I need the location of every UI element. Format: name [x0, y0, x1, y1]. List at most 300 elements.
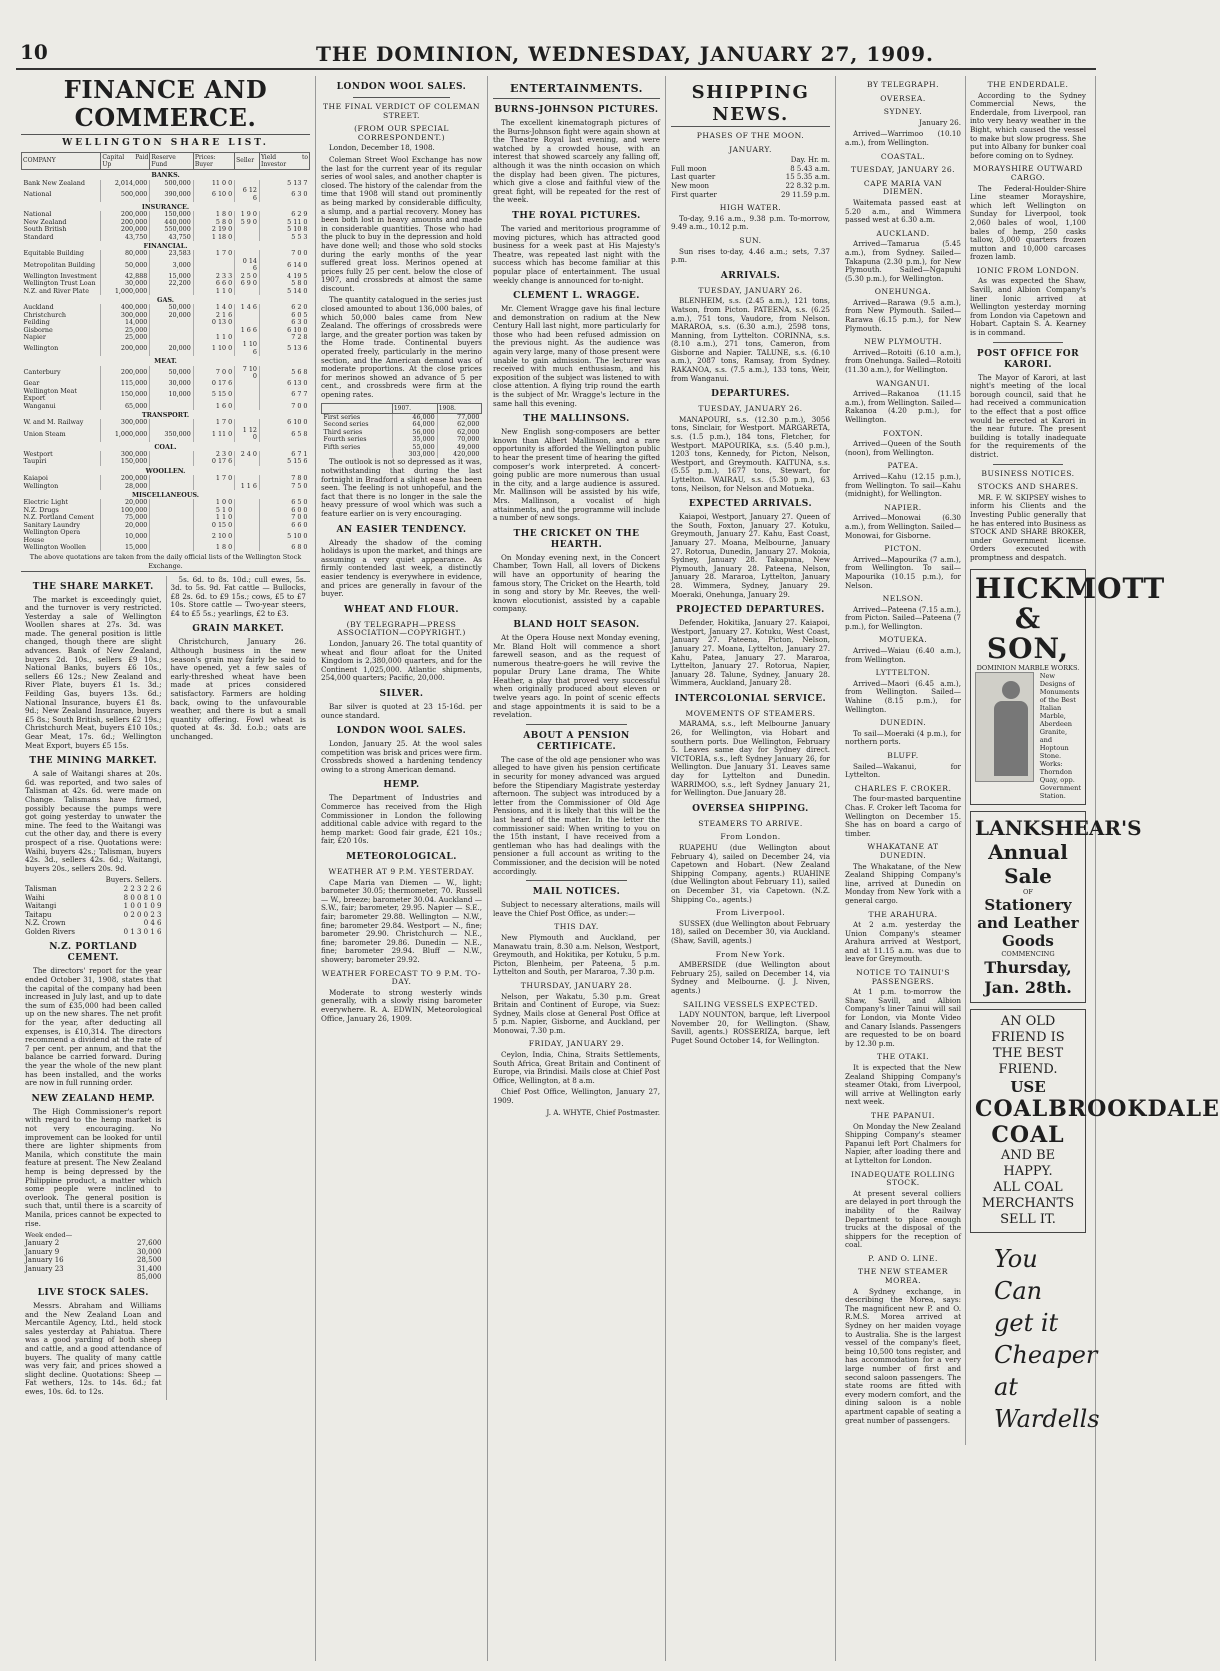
mail-notices-heading: MAIL NOTICES. [532, 887, 621, 898]
table-cell: 7 8 0 [259, 475, 309, 482]
table-cell: 7 0 0 [259, 403, 309, 410]
table-cell: 20,000 [150, 341, 193, 356]
share-table-header: Reserve Fund [150, 152, 193, 170]
table-cell [235, 544, 260, 551]
mining-prices: 2 2 3 2 2 6 [123, 884, 162, 893]
table-cell [150, 529, 193, 544]
table-cell: 5 1 0 [193, 507, 234, 514]
wool-dateline: London, December 18, 1908. [329, 143, 435, 153]
hickmott-subtitle: DOMINION MARBLE WORKS. [976, 663, 1080, 672]
arahura-text: At 2 a.m. yesterday the Union Company's steamer Arahura arrived at Westport, and at 11.15 a.m. was due to leave for Greymouth. [845, 920, 961, 964]
table-cell: 300,000 [101, 419, 150, 426]
wheat-text: London, January 26. The total quantity of wheat and flour afloat for the United Kingdom is 2,380,000 quarters, and for the Continent 1,025,000. Atlantic shipments, 254,000 quarters; Pacific, 20,000. [321, 638, 482, 683]
table-cell: 6 0 5 [259, 312, 309, 319]
table-cell: 300,000 [101, 451, 150, 458]
share-group-label: MISCELLANEOUS. [131, 491, 200, 500]
table-cell: 42,888 [101, 273, 150, 280]
table-cell: Second series [323, 420, 369, 429]
enderdale-heading: THE ENDERDALE. [987, 80, 1069, 89]
hemp-heading: NEW ZEALAND HEMP. [31, 1093, 155, 1104]
burns-heading: BURNS-JOHNSON PICTURES. [494, 105, 659, 115]
ionic-heading: IONIC FROM LONDON. [976, 265, 1080, 275]
silver-text: Bar silver is quoted at 23 15-16d. per ounce standard. [321, 701, 482, 720]
napier-heading: NAPIER. [884, 502, 922, 512]
table-cell: 200,000 [101, 219, 150, 226]
table-cell [193, 258, 234, 273]
mining-market-heading: THE MINING MARKET. [29, 756, 158, 767]
finance-subcolumn-right [166, 576, 311, 1400]
wragge-heading: CLEMENT L. WRAGGE. [513, 291, 640, 302]
table-cell: 1 1 0 [193, 288, 234, 295]
table-cell: 7 5 0 [259, 483, 309, 490]
table-cell: 77,000 [437, 414, 481, 422]
london-wool-text: London, January 25. At the wool sales competition was brisk and prices were firm. Crossbreds showed a hardening tendency owing to a strong American demand. [321, 739, 482, 774]
mining-prices: 0 4 6 [143, 919, 162, 928]
table-cell: 62,000 [437, 429, 481, 436]
table-cell: 43,750 [101, 234, 150, 241]
stocks-shares-heading: STOCKS AND SHARES. [977, 482, 1079, 492]
grain-market-heading: GRAIN MARKET. [192, 624, 285, 635]
table-cell: 62,000 [437, 421, 481, 428]
table-cell: Bank New Zealand [23, 178, 85, 187]
table-cell [235, 234, 260, 241]
table-cell: 15,000 [150, 273, 193, 280]
wool-byline: (FROM OUR SPECIAL CORRESPONDENT.) [354, 124, 449, 142]
morayshire-text: The Federal-Houlder-Shire Line steamer Morayshire, which left Wellington on Sunday for Liverpool, took 2,060 bales of wool, 1,100 bales of hemp, 250 casks tallow, 3,000 quarters frozen mutton and 10,000 carcases frozen lamb. [970, 183, 1086, 262]
wool-table-header [322, 403, 393, 413]
table-cell [150, 544, 193, 551]
intercolonial-heading: INTERCOLONIAL SERVICE. [674, 693, 827, 704]
bluff-text: Sailed—Wakanui, for Lyttelton. [845, 761, 961, 780]
picton-text: Arrived—Mapourika (7 a.m.), from Wellington. To sail—Mapourika (10.15 p.m.), for Nelson. [845, 554, 961, 590]
telegraph-heading: BY TELEGRAPH. [867, 80, 939, 89]
table-row [22, 529, 310, 544]
morea-text: A Sydney exchange, in describing the Morea, says: The magnificent new P. and O. R.M.S. Morea arrived at Sydney on her maiden voyage to Australia. She is the largest vessel of the company's fleet, being 10,500 tons register, and has accommodation for a very large number of first and second saloon passengers. The state rooms are fitted with every modern comfort, and the dining saloon is a noble apartment capable of seating a great number of passengers. [845, 1286, 961, 1425]
table-cell: 6 6 0 [259, 522, 309, 529]
table-cell: Wellington Woollen [23, 542, 87, 551]
mail-day-heading: THURSDAY, JANUARY 28. [520, 980, 633, 990]
table-cell [235, 529, 260, 544]
table-cell: 5 10 0 [259, 529, 309, 544]
table-cell [235, 458, 260, 465]
sun-text: Sun rises to-day, 4.46 a.m.; sets, 7.37 p.m. [671, 246, 830, 265]
table-cell: Equitable Building [23, 249, 84, 258]
table-cell: 75,000 [101, 514, 150, 521]
table-cell: Wellington Opera House [23, 528, 81, 544]
sydney-text: Arrived—Warrimoo (10.10 a.m.), from Wellington. [845, 129, 961, 147]
table-cell [235, 226, 260, 233]
table-cell: 0 14 6 [235, 258, 260, 273]
mail-signature: J. A. WHYTE, Chief Postmaster. [546, 1107, 660, 1117]
dunedin-text: To sail—Moeraki (4 p.m.), for northern ports. [845, 728, 961, 747]
table-row [22, 234, 310, 241]
table-cell: Wellington Meat Export [23, 386, 77, 403]
list-item [25, 1265, 162, 1274]
share-list-table [21, 152, 310, 552]
table-cell: 6 3 0 [259, 187, 309, 202]
table-cell: Auckland [23, 303, 54, 312]
share-market-heading: THE SHARE MARKET. [32, 581, 154, 592]
wragge-text: Mr. Clement Wragge gave his final lecture and demonstration on radium at the New Century Hall last night, more particularly for those who had been refused admission on the previous night. As the audience was again very large, many of those present were unable to gain admission. The lecturer was received with much enthusiasm, and his exposition of the subject was listened to with close attention. A flying trip round the earth is the subject of Mr. Wragge's lecture in the same hall this evening. [493, 304, 660, 408]
expected-arrivals-text: Kaiapoi, Westport, January 27. Queen of the South, Foxton, January 27. Kotuku, Greymouth, January 27. Kahu, East Coast, January 27. Moana, Melbourne, January 27. Rotorua, Dunedin, January 27. Mokoia, Sydney, January 28. Takapuna, New Plymouth, January 28. Pateena, Nelson, January 28. Mararoa, Lyttelton, January 28. Wimmera, Sydney, January 29. Moeraki, Onehunga, January 29. [671, 512, 830, 599]
table-cell: 1 10 6 [235, 341, 260, 356]
table-cell [150, 327, 193, 334]
wardells-line-2: Cheaper at [994, 1340, 1098, 1401]
table-cell: 1 11 0 [193, 427, 234, 442]
wool-subheading: THE FINAL VERDICT OF COLEMAN STREET. [322, 102, 481, 120]
wardells-ad [970, 1239, 1100, 1439]
telegraph-subcolumn-left [841, 76, 965, 1445]
from-london-text: RUAPEHU (due Wellington about February 4), sailed on December 24, via Capetown and Hobart. (New Zealand Shipping Company, agents.) RUAHINE (due Wellington about February 11), sailed on December 31, via Capetown. (N.Z. Shipping Co., agents.) [671, 843, 830, 904]
table-row [22, 388, 310, 403]
mining-prices: 0 2 0 0 2 3 [123, 910, 162, 919]
otaki-text: It is expected that the New Zealand Shipping Company's steamer Otaki, from Liverpool, will arrive at Wellington early next week. [845, 1063, 961, 1107]
week-bales: 27,600 [137, 1239, 162, 1248]
table-cell: 2 19 0 [193, 226, 234, 233]
moon-time: 8 5.43 a.m. [790, 164, 830, 173]
table-cell [150, 507, 193, 514]
steamers-to-arrive-heading: STEAMERS TO ARRIVE. [698, 818, 803, 828]
motueka-heading: MOTUEKA. [878, 635, 928, 645]
sun-heading: SUN. [739, 235, 762, 245]
coal-use: USE [1010, 1077, 1046, 1096]
arahura-heading: THE ARAHURA. [868, 909, 938, 919]
table-cell: 10,000 [150, 388, 193, 403]
foxton-text: Arrived—Queen of the South (noon), from Wellington. [845, 439, 961, 457]
table-cell [150, 419, 193, 426]
table-cell: 35,000 [392, 436, 437, 443]
table-cell [235, 522, 260, 529]
wool-sales-heading: LONDON WOOL SALES. [336, 82, 467, 92]
finance-heading: FINANCE AND COMMERCE. [21, 76, 310, 135]
table-cell: 80,000 [101, 250, 150, 257]
high-water-heading: HIGH WATER. [719, 203, 782, 213]
table-cell: 22,200 [150, 280, 193, 287]
table-cell: 1 8 0 [193, 544, 234, 551]
moon-table-header: Day. Hr. m. [790, 156, 830, 165]
table-cell: 1 1 0 [193, 334, 234, 341]
divider [353, 97, 450, 98]
table-cell: 55,000 [392, 444, 437, 451]
table-cell: 5 6 8 [259, 366, 309, 381]
picton-heading: PICTON. [884, 544, 922, 554]
table-cell: 50,000 [150, 304, 193, 311]
table-cell: 300,000 [101, 312, 150, 319]
mining-prices: 1 0 0 1 0 9 [123, 902, 162, 911]
mail-day-heading: FRIDAY, JANUARY 29. [528, 1039, 625, 1049]
table-cell: 6 9 0 [235, 280, 260, 287]
table-cell: Wanganui [23, 401, 56, 410]
wardells-line-1: You Can get it [994, 1244, 1059, 1337]
enderdale-text: According to the Sydney Commercial News, the Enderdale, from Liverpool, ran into very heavy weather in the Bight, which caused the vessel to make but slow progress. She put into Albany for bunker coal before coming on to Sydney. [970, 90, 1086, 160]
table-cell [150, 451, 193, 458]
table-cell [150, 522, 193, 529]
table-cell: N.Z. Portland Cement [23, 513, 94, 522]
lankshear-stationery: Stationery and Leather Goods [977, 895, 1079, 950]
table-cell: 5 10 8 [259, 226, 309, 233]
table-cell: Taupiri [23, 457, 47, 466]
share-list-note: The above quotations are taken from the daily official lists of the Wellington Stock Exchange. [21, 553, 310, 571]
share-table-header: Yield to Investor [260, 153, 308, 168]
table-cell: 390,000 [150, 187, 193, 202]
masthead [16, 40, 1096, 70]
newspaper-title: THE DOMINION, WEDNESDAY, JANUARY 27, 1909. [316, 42, 934, 66]
wheat-heading: WHEAT AND FLOUR. [344, 604, 459, 615]
list-item [25, 1239, 162, 1248]
hickmott-body [975, 672, 1081, 800]
table-cell: Third series [323, 427, 363, 436]
table-cell: 1 6 0 [193, 403, 234, 410]
table-cell [150, 514, 193, 521]
moon-heading: PHASES OF THE MOON. [696, 131, 805, 140]
table-cell: 1 4 6 [235, 304, 260, 311]
table-cell: 440,000 [150, 219, 193, 226]
table-cell: 6 5 8 [259, 427, 309, 442]
table-row [22, 341, 310, 356]
projected-departures-text: Defender, Hokitika, January 27. Kaiapoi, Westport, January 27. Kotuku, West Coast, January 27. Pateena, Picton, Nelson, January 27. Moana, Lyttelton, January 27. Kahu, Patea, January 27. Mararoa, Lyttelton, January 27. Rotorua, Napier, January 28. Talune, Sydney, January 28. Wimmera, Auckland, January 28. [671, 618, 830, 688]
pastoral-text: 5s. 6d. to 8s. 10d.; cull ewes, 5s. 3d. to 5s. 9d. Fat cattle — Bullocks, £8 2s. 6d. to £9 15s.; cows, £5 to £7 10s. Store cattle — Two-year steers, £4 to £5 5s.; yearlings, £2 to £3. [170, 574, 306, 618]
table-cell: 5 15 0 [193, 388, 234, 403]
mallinsons-text: New English song-composers are better known than Albert Mallinson, and a rare opportunity is afforded the Wellington public to hear the present time of hearing the gifted composer's work interpreted. A concert-going public are more numerous than usual in the city, and a large audience is assured. Mr. Mallinson will be assisted by his wife, Mrs. Mallinson, a vocalist of high attainments, and the programme will include a number of new songs. [493, 427, 660, 523]
table-cell: South British [23, 225, 67, 234]
table-cell: 150,000 [101, 458, 150, 465]
share-group-label: WOOLLEN. [145, 466, 186, 475]
mail-footer: Chief Post Office, Wellington, January 27, 1909. [493, 1087, 660, 1106]
movements-text: MARAMA, s.s., left Melbourne January 26, for Wellington, via Hobart and southern ports. Due Wellington, February 5. Leaves same day for Sydney direct. VICTORIA, s.s., left Sydney January 26, for Wellington. Due January 31. Leaves same day for Lyttelton and Dunedin. WARRIMOO, s.s., left Sydney January 21, for Wellington. Due January 28. [671, 719, 830, 798]
coastal-date: TUESDAY, JANUARY 26. [850, 165, 956, 175]
oversea-shipping-heading: OVERSEA SHIPPING. [692, 803, 809, 814]
nelson-text: Arrived—Pateena (7.15 a.m.), from Picton. Sailed—Pateena (7 p.m.), for Wellington. [845, 604, 961, 631]
coalbrookdale-ad [970, 1009, 1220, 1233]
share-table-header: COMPANY [22, 152, 101, 170]
table-cell: 200,000 [101, 475, 150, 482]
mining-company: Waitangi [25, 902, 57, 911]
table-cell: 100,000 [101, 507, 150, 514]
table-row [22, 483, 310, 490]
list-item [25, 919, 162, 928]
table-cell: 550,000 [150, 226, 193, 233]
table-row [22, 187, 310, 202]
cricket-text: On Monday evening next, in the Concert Chamber, Town Hall, all lovers of Dickens will have an opportunity of hearing the famous story, The Cricket on the Hearth, told in song and story by Mr. Reeves, the well-known elocutionist, assisted by a capable company. [493, 552, 660, 614]
table-cell: 20,000 [150, 312, 193, 319]
napier-text: Arrived—Monowai (6.30 a.m.), from Wellington. Sailed—Monowai, for Gisborne. [845, 513, 962, 540]
table-cell: 28,000 [101, 483, 150, 490]
table-cell: 1 0 0 [193, 499, 234, 506]
entertainments-column [488, 76, 666, 1661]
coal-happy: AND BE HAPPY. [1000, 1147, 1056, 1179]
moon-phases-list [671, 165, 830, 199]
table-cell: Napier [23, 332, 46, 341]
table-cell: Wellington Investment [23, 271, 97, 280]
share-group-label: BANKS. [151, 171, 180, 180]
croker-heading: CHARLES F. CROKER. [854, 783, 952, 793]
table-cell: 15,000 [101, 544, 150, 551]
moon-phase: First quarter [671, 190, 717, 199]
hemp-text: The High Commissioner's report with regard to the hemp market is not very encouraging. No improvement can be looked for until there are lighter shipments from Manila, which constitute the main feature at present. The New Zealand hemp is being depressed by the Philippine product, a matter which some people were inclined to overlook. The general position is such that, until there is a scarcity of Manila, prices cannot be expected to rise. [25, 1106, 162, 1228]
table-cell: 5 11 0 [259, 219, 309, 226]
moon-time: 15 5.35 a.m. [785, 173, 830, 182]
table-cell: 49,000 [437, 444, 481, 451]
dunedin-heading: DUNEDIN. [879, 718, 927, 728]
table-cell: 1 9 0 [235, 211, 260, 218]
wheat-cable: (BY TELEGRAPH—PRESS ASSOCIATION—COPYRIGHT.) [337, 619, 466, 638]
table-cell: 200,000 [101, 341, 150, 356]
mining-company: Talisman [25, 884, 57, 893]
auckland-text: Arrived—Tamarua (5.45 a.m.), from Sydney. Sailed—Takapuna (2.30 p.m.), for New Plymouth. Sailed—Ngapuhi (5.30 p.m.), for Wellington. [845, 239, 961, 283]
table-cell [150, 475, 193, 482]
week-bales: 28,500 [137, 1256, 162, 1265]
coal-friend-slogan: AN OLD FRIEND IS THE BEST FRIEND. [991, 1013, 1065, 1077]
table-cell: Westport [23, 450, 53, 459]
table-cell: 150,000 [101, 388, 150, 403]
table-cell: 1 12 0 [235, 427, 260, 442]
table-cell: 115,000 [101, 380, 150, 387]
table-row [22, 458, 310, 465]
table-row [22, 419, 310, 426]
table-cell: 20,000 [101, 522, 150, 529]
arrivals-date: TUESDAY, JANUARY 26. [698, 285, 803, 295]
mail-day-heading: THIS DAY. [554, 922, 599, 932]
telegraph-column [836, 76, 1220, 1661]
table-cell: 6 6 0 [193, 280, 234, 287]
whakatane-text: The Whakatane, of the New Zealand Shipping Company's line, arrived at Dunedin on Monday from New York with a general cargo. [845, 861, 961, 905]
skipsey-notice: MR. F. W. SKIPSEY wishes to inform his Clients and the Investing Public generally that he has entered into Business as STOCK AND SHARE BROKER, under Government license. Orders executed with promptness and despatch. [970, 492, 1086, 562]
auckland-heading: AUCKLAND. [876, 228, 930, 238]
wanganui-heading: WANGANUI. [875, 378, 931, 388]
table-row [22, 544, 310, 551]
table-cell: 43,750 [150, 234, 193, 241]
table-cell [235, 403, 260, 410]
cement-text: The directors' report for the year ended October 31, 1908, states that the capital of the company had been increased in July last, and up to date the sum of £35,000 had been called up on the new shares. The net profit for the year, after deducting all expenses, is £10,314. The directors recommend a dividend at the rate of 7 per cent. per annum, and that the balance be carried forward. During the year the whole of the new plant has been installed, and the works are now in full running order. [25, 966, 162, 1088]
table-cell: 6 13 0 [259, 380, 309, 387]
table-row [22, 312, 310, 319]
table-cell: 6 7 1 [259, 451, 309, 458]
lankshear-commencing: COMMENCING [1001, 949, 1055, 958]
table-cell [235, 507, 260, 514]
table-cell: 2 3 3 [193, 273, 234, 280]
table-cell [235, 288, 260, 295]
table-cell: 6 2 0 [259, 304, 309, 311]
table-cell: Wellington [23, 344, 59, 353]
sailing-vessels-text: LADY NOUNTON, barque, left Liverpool November 20, for Wellington. (Shaw, Savill, agents.) ROSSERIZA, barque, left Puget Sound October 14, for Wellington. [671, 1010, 830, 1045]
table-row [22, 427, 310, 442]
lankshear-name: LANKSHEAR'S [975, 815, 1142, 840]
share-table-header: Prices: Buyer [193, 152, 234, 170]
share-group-label: FINANCIAL. [143, 242, 188, 251]
table-cell [235, 312, 260, 319]
table-cell: New Zealand [23, 217, 67, 226]
rolling-stock-text: At present several colliers are delayed in port through the inability of the Railway Department to place enough trucks at the disposal of the shippers for the reception of coal. [845, 1188, 961, 1250]
table-cell: 500,000 [101, 187, 150, 202]
wool-table-header: 1907. [392, 403, 437, 413]
forecast-text: Moderate to strong westerly winds generally, with a slowly rising barometer everywhere. R. A. EDWIN, Meteorological Office, January 26, 1909. [321, 987, 482, 1023]
table-cell [235, 380, 260, 387]
silver-heading: SILVER. [379, 688, 424, 699]
mining-company: Taitapu [25, 910, 52, 919]
week-bales: 30,000 [137, 1247, 162, 1256]
table-cell: 7 2 8 [259, 334, 309, 341]
table-cell: 1 7 0 [193, 250, 234, 257]
mallinsons-heading: THE MALLINSONS. [523, 414, 630, 425]
table-cell: 10,000 [101, 529, 150, 544]
table-cell: 25,000 [101, 334, 150, 341]
share-group-label: TRANSPORT. [141, 411, 190, 419]
table-cell: 5 5 3 [259, 234, 309, 241]
table-cell: 5 8 0 [259, 280, 309, 287]
table-cell [235, 388, 260, 403]
wool-table-header: 1908. [437, 403, 481, 413]
papanui-heading: THE PAPANUI. [871, 1110, 935, 1120]
mining-market-text: A sale of Waitangi shares at 20s. 6d. was reported, and two sales of Talisman at 42s. 6d. were made on Change. Talismans have firmed, possibly because the pumps were got going yesterday to unwater the mine. The feed to the Waitangi was cut the other day, and there is every prospect of a rise. Quotations were: Waihi, buyers 42s.; Talisman, buyers 42s. 3d., sellers 42s. 6d.; Waitangi, buyers 20s., sellers 20s. 9d. [25, 769, 162, 873]
rolling-stock-heading: INADEQUATE ROLLING STOCK. [851, 1169, 955, 1188]
hickmott-name: HICKMOTT & SON, [975, 571, 1166, 665]
list-item [25, 928, 162, 937]
table-cell: W. and M. Railway [23, 418, 84, 427]
foxton-heading: FOXTON. [882, 428, 924, 438]
london-wool-heading: LONDON WOOL SALES. [336, 726, 467, 737]
table-cell: 64,000 [392, 421, 437, 428]
wardells-line-3: Wardells [994, 1404, 1100, 1433]
share-market-text: The market is exceedingly quiet, and the turnover is very restricted. Yesterday a sale of Wellington Woollen shares at 27s. 3d. was made. The general position is little changed, though there are slight advances. Bank of New Zealand, buyers 2d. 10s., sellers £9 10s.; National Banks, buyers £6 10s., sellers £6 12s.; New Zealand and River Plate, buyers £1 1s. 3d.; Feilding Gas, buyers 13s. 6d.; National Insurance, buyers £1 8s. 9d.; New Zealand Insurance, buyers £5 8s.; South British, sellers £2 19s.; Christchurch Meat, buyers £10 10s.; Gear Meat, 17s. 6d.; Wellington Meat Export, buyers £5 15s. [25, 594, 162, 750]
table-cell: National [23, 189, 52, 198]
cement-heading: N.Z. PORTLAND CEMENT. [49, 942, 138, 964]
list-item [25, 894, 162, 903]
table-cell: 1 8 0 [193, 211, 234, 218]
table-cell [150, 403, 193, 410]
projected-departures-heading: PROJECTED DEPARTURES. [676, 605, 825, 616]
table-cell: 400,000 [101, 304, 150, 311]
table-cell: 1 10 0 [193, 341, 234, 356]
departures-text: MANAPOURI, s.s. (12.30 p.m.), 3056 tons, Sinclair, for Westport. MARGARETA, s.s. (1.5 p.m.), 184 tons, Fletcher, for Westport. MAPOURIKA, s.s. (5.40 p.m.), 1203 tons, Kennedy, for Picton, Nelson, Westport, and Greymouth. KAITUNA, s.s. (5.55 p.m.), 1677 tons, Stewart, for Lyttelton. WAIRAU, s.s. (5.30 p.m.), 63 tons, Neilson, for Nelson and Motueka. [671, 414, 830, 493]
patea-text: Arrived—Kahu (12.15 p.m.), from Wellington. To sail—Kahu (midnight), for Wellington. [845, 471, 961, 499]
business-notices-heading: BUSINESS NOTICES. [981, 468, 1075, 478]
share-group-row [22, 356, 310, 365]
table-cell: 5 8 0 [193, 219, 234, 226]
table-cell: Feilding [23, 318, 50, 327]
meteorological-heading: METEOROLOGICAL. [346, 852, 457, 863]
table-cell: 200,000 [101, 366, 150, 381]
table-cell: Gear [23, 379, 40, 388]
departures-date: TUESDAY, JANUARY 26. [698, 404, 803, 414]
morea-heading: THE NEW STEAMER MOREA. [858, 1267, 948, 1286]
divider [526, 880, 626, 881]
table-cell: 6 3 0 [259, 319, 309, 326]
table-cell: 6 2 9 [259, 211, 309, 218]
table-cell: 1 1 0 [193, 514, 234, 521]
table-cell: 0 13 0 [193, 319, 234, 326]
lankshear-date: Thursday, Jan. 28th. [984, 957, 1072, 997]
table-cell: Standard [23, 232, 54, 241]
table-cell: 5 15 6 [259, 458, 309, 465]
high-water-text: To-day, 9.16 a.m., 9.38 p.m. To-morrow, 9.49 a.m., 10.12 p.m. [671, 213, 830, 232]
moon-time: 22 8.32 p.m. [785, 181, 830, 190]
table-cell: First series [323, 413, 361, 421]
table-row [22, 475, 310, 482]
list-item [671, 182, 830, 191]
livestock-text: Messrs. Abraham and Williams and the New Zealand Loan and Mercantile Agency, Ltd., held stock sales yesterday at Pahiatua. There was a good yarding of both sheep and cattle, and a good attendance of buyers. The quality of many cattle was very fair, and prices showed a slight decline. Quotations: Sheep — Fat wethers, 12s. to 14s. 6d.; fat ewes, 10s. 6d. to 12s. [25, 1301, 162, 1396]
table-cell: 5 14 0 [259, 288, 309, 295]
share-group-row [22, 442, 310, 451]
table-cell: 6 14 0 [259, 258, 309, 273]
mail-day-text: New Plymouth and Auckland, per Manawatu train, 8.30 a.m. Nelson, Westport, Greymouth, and Hokitika, per Kotuku, 5 p.m. Picton, Blenheim, per Pateena, 5 p.m. Lyttelton and South, per Mararoa, 7.30 p.m. [493, 932, 660, 977]
table-cell: 1 7 0 [193, 419, 234, 426]
bland-holt-text: At the Opera House next Monday evening, Mr. Bland Holt will commence a short farewell season, and as the request of numerous theatre-goers he will revive the popular Drury Lane drama, The White Heather, a play that proved very successful when originally produced about eleven or twelve years ago. In point of scenic effects and stage appointments it is said to be a revelation. [493, 632, 660, 720]
table-cell: N.Z. and River Plate [23, 286, 89, 295]
table-cell: 3,000 [150, 258, 193, 273]
hickmott-ad [970, 569, 1166, 805]
telegraph-subcolumn-right [965, 76, 1220, 1445]
table-cell: National [23, 210, 52, 219]
